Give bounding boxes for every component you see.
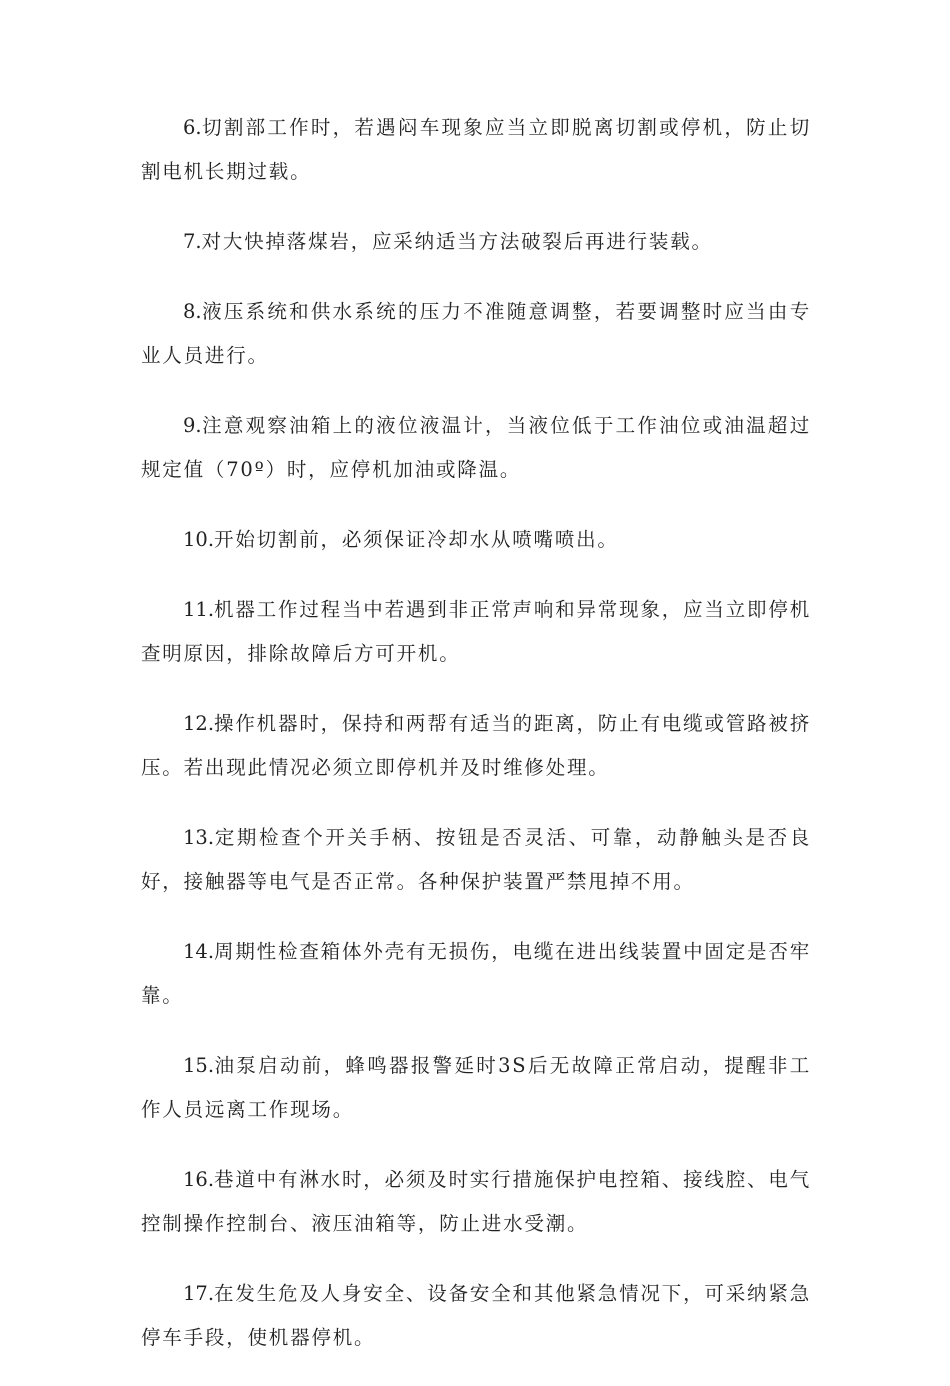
paragraph-text: 液压系统和供水系统的压力不准随意调整，若要调整时应当由专业人员进行。 — [141, 300, 811, 367]
paragraph-15 — [141, 1044, 811, 1132]
paragraph-number: 7. — [183, 230, 202, 253]
paragraph-number: 11. — [183, 598, 215, 621]
paragraph-text: 切割部工作时，若遇闷车现象应当立即脱离切割或停机，防止切割电机长期过载。 — [141, 116, 811, 183]
paragraph-number: 13. — [183, 826, 215, 849]
paragraph-9 — [141, 404, 811, 492]
paragraph-text: 操作机器时，保持和两帮有适当的距离，防止有电缆或管路被挤压。若出现此情况必须立即停机并及时维修处理。 — [141, 712, 811, 779]
document-body — [141, 106, 811, 1386]
paragraph-text: 对大快掉落煤岩，应采纳适当方法破裂后再进行装载。 — [201, 230, 713, 253]
paragraph-number: 9. — [183, 414, 202, 437]
paragraph-text: 巷道中有淋水时，必须及时实行措施保护电控箱、接线腔、电气控制操作控制台、液压油箱等，防止进水受潮。 — [141, 1168, 811, 1235]
paragraph-14 — [141, 930, 811, 1018]
paragraph-11 — [141, 588, 811, 676]
paragraph-13 — [141, 816, 811, 904]
paragraph-text: 定期检查个开关手柄、按钮是否灵活、可靠，动静触头是否良好，接触器等电气是否正常。各种保护装置严禁甩掉不用。 — [141, 826, 811, 893]
paragraph-17 — [141, 1272, 811, 1360]
paragraph-16 — [141, 1158, 811, 1246]
paragraph-number: 12. — [183, 712, 215, 735]
paragraph-text: 油泵启动前，蜂鸣器报警延时3S后无故障正常启动，提醒非工作人员远离工作现场。 — [141, 1054, 811, 1121]
paragraph-number: 6. — [183, 116, 202, 139]
paragraph-12 — [141, 702, 811, 790]
paragraph-text: 注意观察油箱上的液位液温计，当液位低于工作油位或油温超过规定值（70º）时，应停机加油或降温。 — [141, 414, 811, 481]
paragraph-7 — [141, 220, 811, 264]
paragraph-10 — [141, 518, 811, 562]
paragraph-text: 在发生危及人身安全、设备安全和其他紧急情况下，可采纳紧急停车手段，使机器停机。 — [141, 1282, 811, 1349]
paragraph-number: 10. — [183, 528, 215, 551]
paragraph-6 — [141, 106, 811, 194]
paragraph-8 — [141, 290, 811, 378]
paragraph-number: 14. — [183, 940, 215, 963]
paragraph-text: 周期性检查箱体外壳有无损伤，电缆在进出线装置中固定是否牢靠。 — [141, 940, 811, 1007]
paragraph-text: 机器工作过程当中若遇到非正常声响和异常现象，应当立即停机查明原因，排除故障后方可开机。 — [141, 598, 811, 665]
paragraph-number: 17. — [183, 1282, 215, 1305]
paragraph-number: 15. — [183, 1054, 215, 1077]
paragraph-text: 开始切割前，必须保证冷却水从喷嘴喷出。 — [214, 528, 619, 551]
paragraph-number: 16. — [183, 1168, 215, 1191]
paragraph-number: 8. — [183, 300, 202, 323]
